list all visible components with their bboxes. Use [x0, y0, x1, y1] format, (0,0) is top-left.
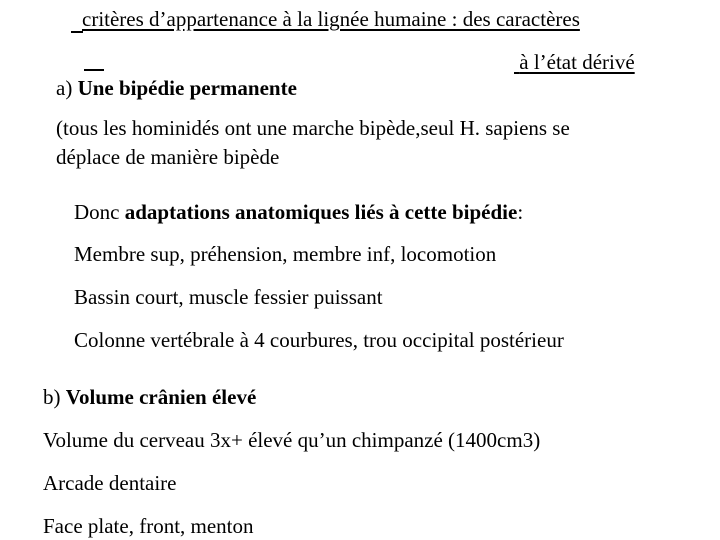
donc-suffix: : [517, 200, 524, 224]
section-b-heading [43, 387, 256, 408]
section-a-heading [56, 78, 297, 99]
donc-adaptations-line [74, 202, 523, 223]
page-title-line-1: critères d’appartenance à la lignée humaine : des caractères [82, 7, 580, 31]
title-underline-stub-2 [84, 69, 104, 71]
section-a-marker: a) [56, 76, 78, 100]
title-underline-stub [71, 31, 83, 33]
section-b-item-3: Face plate, front, menton [43, 514, 254, 538]
page-title-line-2: à l’état dérivé [519, 50, 635, 74]
section-a-intro-line-2: déplace de manière bipède [56, 145, 280, 169]
section-a-item-3: Colonne vertébrale à 4 courbures, trou occipital postérieur [74, 328, 564, 352]
section-b-item-2: Arcade dentaire [43, 471, 177, 495]
donc-prefix: Donc [74, 200, 125, 224]
section-b-title: Volume crânien élevé [65, 385, 257, 409]
section-a-item-1: Membre sup, préhension, membre inf, locomotion [74, 242, 497, 266]
section-a-intro-line-1: (tous les hominidés ont une marche bipède,seul H. sapiens se [56, 116, 570, 140]
section-a-item-2: Bassin court, muscle fessier puissant [74, 285, 383, 309]
section-b-marker: b) [43, 385, 66, 409]
section-a-title: Une bipédie permanente [77, 76, 297, 100]
donc-bold-text: adaptations anatomiques liés à cette bipédie [124, 200, 518, 224]
section-b-item-1: Volume du cerveau 3x+ élevé qu’un chimpanzé (1400cm3) [43, 428, 541, 452]
